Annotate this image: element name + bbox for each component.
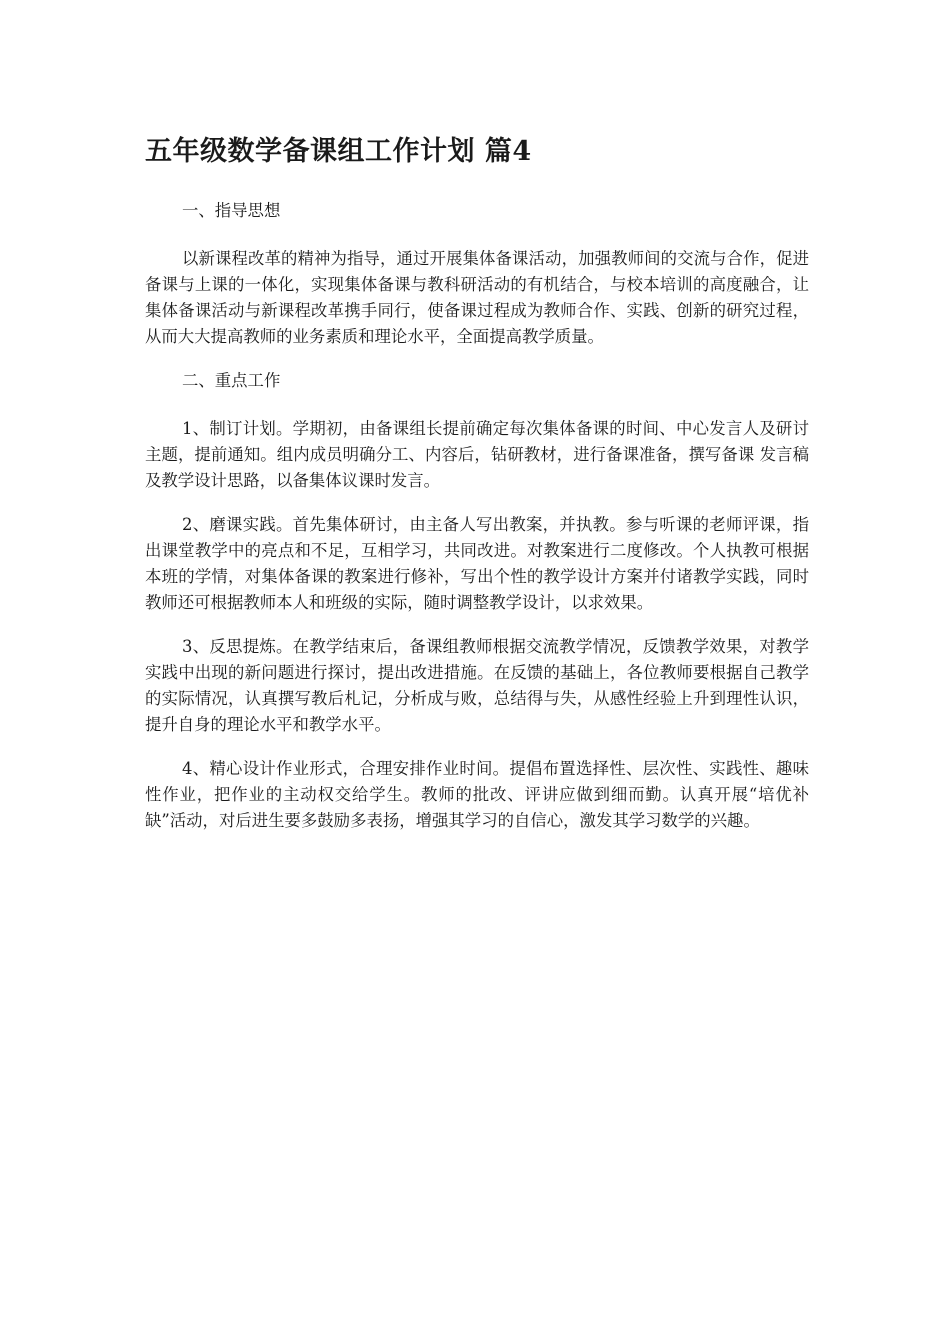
section-heading-guiding-ideology: 一、指导思想 bbox=[182, 201, 281, 220]
section-paragraph-guiding-ideology: 以新课程改革的精神为指导，通过开展集体备课活动，加强教师间的交流与合作，促进备课与上课的一体化，实现集体备课与教科研活动的有机结合，与校本培训的高度融合，让集体备课活动与新课程改革携手同行，使备课过程成为教师合作、实践、创新的研究过程，从而大大提高教师的业务素质和理论水平，全面提高教学质量。 bbox=[145, 249, 809, 346]
work-item-plan: 1、制订计划。学期初，由备课组长提前确定每次集体备课的时间、中心发言人及研讨主题，提前通知。组内成员明确分工、内容后，钻研教材，进行备课准备，撰写备课 发言稿 及教学设计思路，以备集体议课时发言。 bbox=[145, 419, 809, 490]
document-page bbox=[145, 132, 809, 852]
work-item-homework: 4、精心设计作业形式，合理安排作业时间。提倡布置选择性、层次性、实践性、趣味性作业，把作业的主动权交给学生。教师的批改、评讲应做到细而勤。认真开展“培优补缺”活动，对后进生要多鼓励多表扬，增强其学习的自信心，激发其学习数学的兴趣。 bbox=[145, 759, 809, 830]
document-title: 五年级数学备课组工作计划 篇4 bbox=[145, 136, 532, 167]
work-item-practice: 2、磨课实践。首先集体研讨，由主备人写出教案，并执教。参与听课的老师评课，指出课堂教学中的亮点和不足，互相学习，共同改进。对教案进行二度修改。个人执教可根据本班的学情，对集体备课的教案进行修补，写出个性的教学设计方案并付诸教学实践，同时教师还可根据教师本人和班级的实际，随时调整教学设计，以求效果。 bbox=[145, 515, 809, 612]
section-heading-key-work: 二、重点工作 bbox=[182, 371, 281, 390]
work-item-reflection: 3、反思提炼。在教学结束后，备课组教师根据交流教学情况，反馈教学效果，对教学实践中出现的新问题进行探讨，提出改进措施。在反馈的基础上，各位教师要根据自己教学的实际情况，认真撰写教后札记，分析成与败，总结得与失，从感性经验上升到理性认识，提升自身的理论水平和教学水平。 bbox=[145, 637, 809, 734]
